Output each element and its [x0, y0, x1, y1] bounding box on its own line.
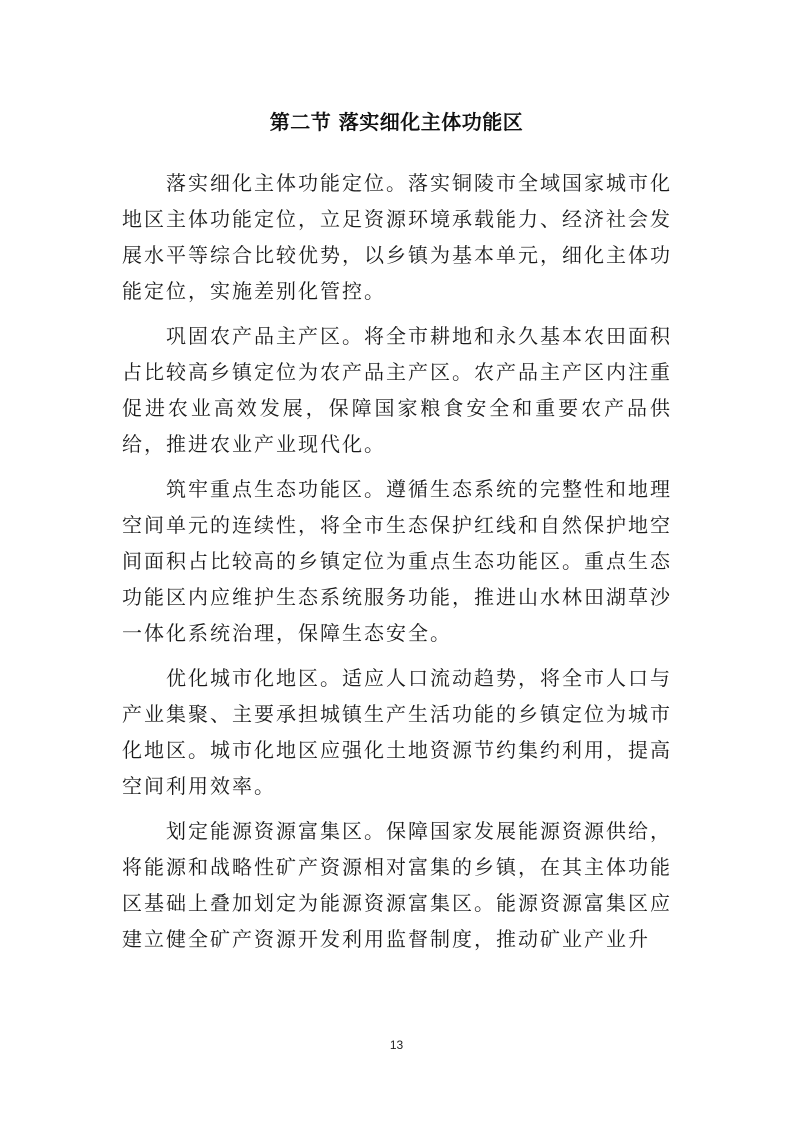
document-body [122, 165, 672, 966]
paragraph-heading: 优化城市化地区。 [166, 666, 342, 690]
paragraph-heading: 划定能源资源富集区。 [166, 819, 386, 843]
paragraph-main-function-positioning [122, 165, 672, 309]
paragraph-text: 适应人口流动趋势，将全市人口与产业集聚、主要承担城镇生产生活功能的乡镇定位为城市化地区。城市化地区应强化土地资源节约集约利用，提高空间利用效率。 [122, 666, 672, 798]
paragraph-heading: 落实细化主体功能定位。 [166, 171, 408, 195]
section-title: 第二节 落实细化主体功能区 [269, 110, 524, 134]
paragraph-text: 落实铜陵市全域国家城市化地区主体功能定位，立足资源环境承载能力、经济社会发展水平等综合比较优势，以乡镇为基本单元，细化主体功能定位，实施差别化管控。 [122, 171, 672, 303]
paragraph-energy-resource-zone [122, 813, 672, 957]
paragraph-heading: 筑牢重点生态功能区。 [166, 477, 386, 501]
paragraph-agricultural-production-zone [122, 318, 672, 462]
paragraph-key-ecological-zone [122, 471, 672, 651]
paragraph-text: 将全市耕地和永久基本农田面积占比较高乡镇定位为农产品主产区。农产品主产区内注重促进农业高效发展，保障国家粮食安全和重要农产品供给，推进农业产业现代化。 [122, 324, 672, 456]
paragraph-urbanization-zone [122, 660, 672, 804]
page-number: 13 [389, 1038, 404, 1052]
paragraph-heading: 巩固农产品主产区。 [166, 324, 364, 348]
paragraph-text: 保障国家发展能源资源供给，将能源和战略性矿产资源相对富集的乡镇，在其主体功能区基础上叠加划定为能源资源富集区。能源资源富集区应建立健全矿产资源开发利用监督制度，推动矿业产业升 [122, 819, 672, 951]
paragraph-text: 遵循生态系统的完整性和地理空间单元的连续性，将全市生态保护红线和自然保护地空间面积占比较高的乡镇定位为重点生态功能区。重点生态功能区内应维护生态系统服务功能，推进山水林田湖草沙一体化系统治理，保障生态安全。 [122, 477, 672, 645]
